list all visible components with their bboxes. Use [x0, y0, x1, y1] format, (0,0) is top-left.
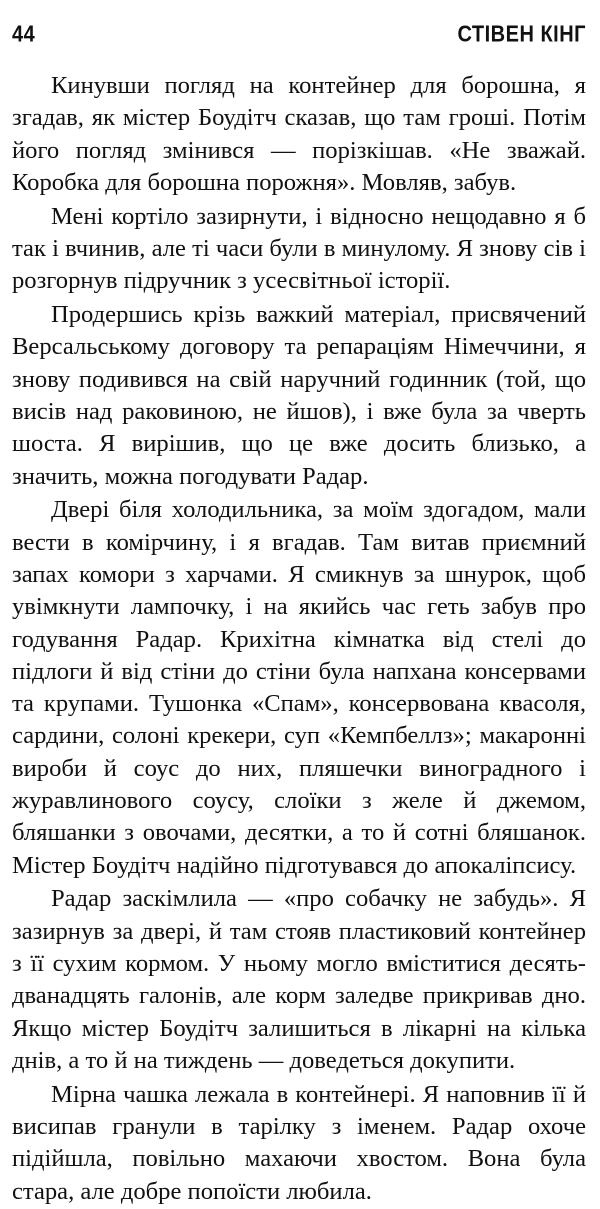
paragraph: Мірна чашка лежала в контейнері. Я наповнив її й висипав гранули в тарілку з іменем. Радар охоче підійшла, повільно махаючи хвостом. Вона була стара, але добре попоїсти любила.	[12, 1080, 586, 1205]
paragraph: Двері біля холодильника, за моїм здогадом, мали вести в комірчину, і я вгадав. Там витав приємний запах комори з харчами. Я смикнув за шнурок, щоб увімкнути лампочку, і на якийсь час геть забув про годування Радар. Крихітна кімнатка від стелі до підлоги й від стіни до стіни була напхана консервами та крупами. Тушонка «Спам», консервована квасоля, сардини, солоні крекери, суп «Кемпбеллз»; макаронні вироби й соус до них, пляшечки виноградного і журавлинового соусу, слоїки з желе й джемом, бляшанки з овочами, десятки, а то й сотні бляшанок. Містер Боудітч надійно підготувався до апокаліпсису.	[12, 496, 586, 879]
paragraph: Радар заскімлила — «про собачку не забудь». Я зазирнув за двері, й там стояв пластиковий контейнер з її сухим кормом. У ньому могло вміститися десять-дванадцять галонів, але корм заледве прикривав дно. Якщо містер Боудітч залишиться в лікарні на кілька днів, а то й на тиждень — доведеться докупити.	[12, 885, 586, 1074]
running-title: СТІВЕН КІНГ	[457, 22, 586, 48]
body-text	[12, 70, 586, 1209]
paragraph: Продершись крізь важкий матеріал, присвячений Версальському договору та репараціям Німеччини, я знову подивився на свій наручний годинник (той, що висів над раковиною, не йшов), і вже була за чверть шоста. Я вирішив, що це вже досить близько, а значить, можна погодувати Радар.	[12, 301, 586, 490]
page-header	[12, 22, 586, 57]
page-number: 44	[12, 22, 36, 48]
paragraph: Мені кортіло зазирнути, і відносно нещодавно я б так і вчинив, але ті часи були в минулому. Я знову сів і розгорнув підручник з усесвітньої історії.	[12, 202, 586, 295]
paragraph: Кинувши погляд на контейнер для борошна, я згадав, як містер Боудітч сказав, що там гроші. Потім його погляд змінився — порізкішав. «Не зважай. Коробка для борошна порожня». Мовляв, забув.	[12, 72, 586, 196]
